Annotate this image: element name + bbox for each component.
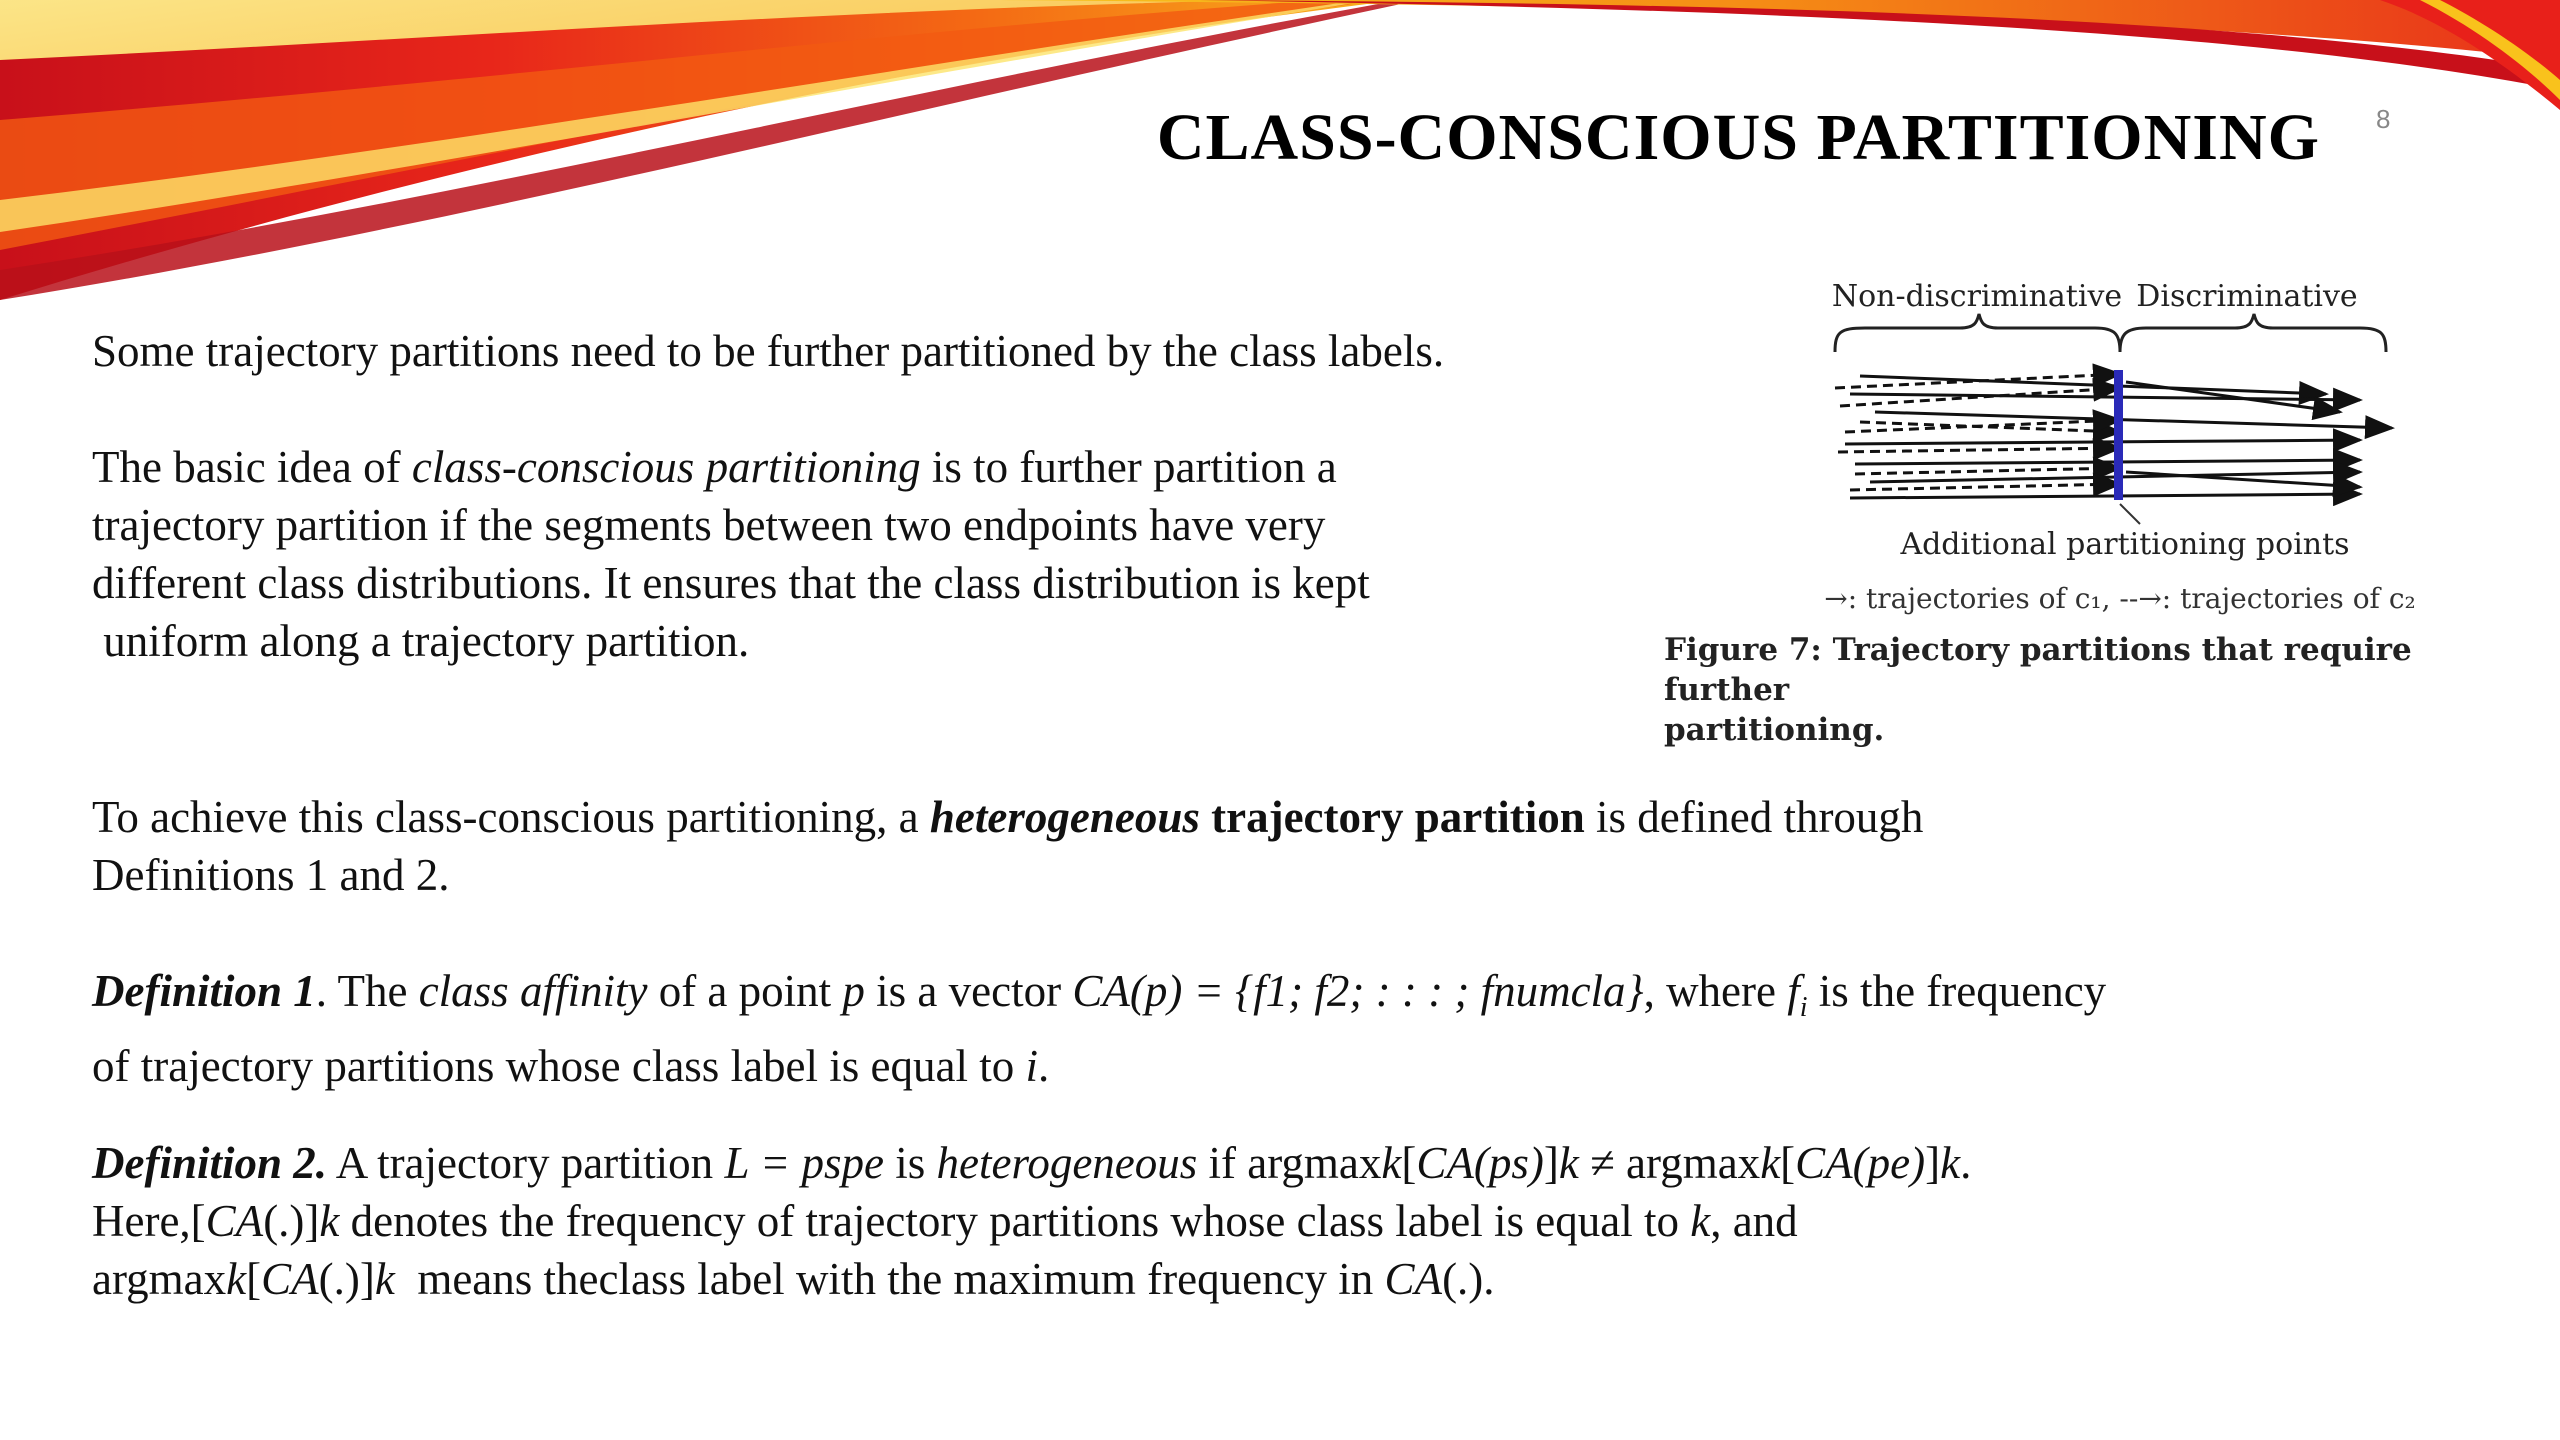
definition-1: Definition 1. The class affinity of a point p is a vector CA(p) = {f1; f2; : : : ; fnumcla}, where $f_i$ is the frequency of trajectory partitions whose class label is equal to i. [92, 966, 2107, 1091]
idea-line-1: The basic idea of class-conscious partitioning is to further partition a [92, 442, 1337, 492]
trajectory-lines [1835, 374, 2392, 498]
trajectory-diagram [1660, 272, 2540, 632]
brace-right [2120, 314, 2386, 352]
idea-line-4: uniform along a trajectory partition. [92, 616, 750, 666]
brace-left [1835, 314, 2120, 352]
slide-title: CLASS-CONSCIOUS PARTITIONING [1156, 101, 2320, 174]
label-additional-points: Additional partitioning points [1900, 527, 2350, 562]
idea-paragraph [92, 438, 1652, 670]
class-affinity-formula: CA(p) = {f1; f2; : : : ; fnumcla} [1072, 966, 1644, 1016]
definition-1-label: Definition 1 [92, 966, 316, 1016]
slide-number: 8 [2376, 104, 2391, 134]
partition-point-bar [2114, 370, 2123, 500]
figure-caption: Figure 7: Trajectory partitions that require further partitioning. [1664, 632, 2412, 748]
heterogeneous-term: heterogeneous [929, 792, 1200, 842]
label-non-discriminative: Non-discriminative [1831, 279, 2123, 314]
definition-2-label: Definition 2. [92, 1138, 328, 1188]
pointer-line [2120, 504, 2140, 524]
idea-line-3: different class distributions. It ensures that the class distribution is kept [92, 558, 1370, 608]
achieve-paragraph: To achieve this class-conscious partitioning, a heterogeneous trajectory partition is defined through Definitions 1 and 2. [92, 792, 1924, 900]
intro-paragraph: Some trajectory partitions need to be further partitioned by the class labels. [92, 326, 1445, 376]
figure-legend: →: trajectories of c₁, --→: trajectories of c₂ [1824, 582, 2416, 615]
label-discriminative: Discriminative [2136, 279, 2358, 314]
class-conscious-term: class-conscious partitioning [411, 442, 921, 492]
idea-line-2: trajectory partition if the segments between two endpoints have very [92, 500, 1326, 550]
definition-2: Definition 2. A trajectory partition L = pspe is heterogeneous if argmaxk[CA(ps)]k ≠ argmaxk[CA(pe)]k. Here,[CA(.)]k denotes the frequency of trajectory partitions whose class label is equal to k, and argmaxk[CA(.)]k means theclass label with the maximum frequency in CA(.). [92, 1138, 1972, 1304]
